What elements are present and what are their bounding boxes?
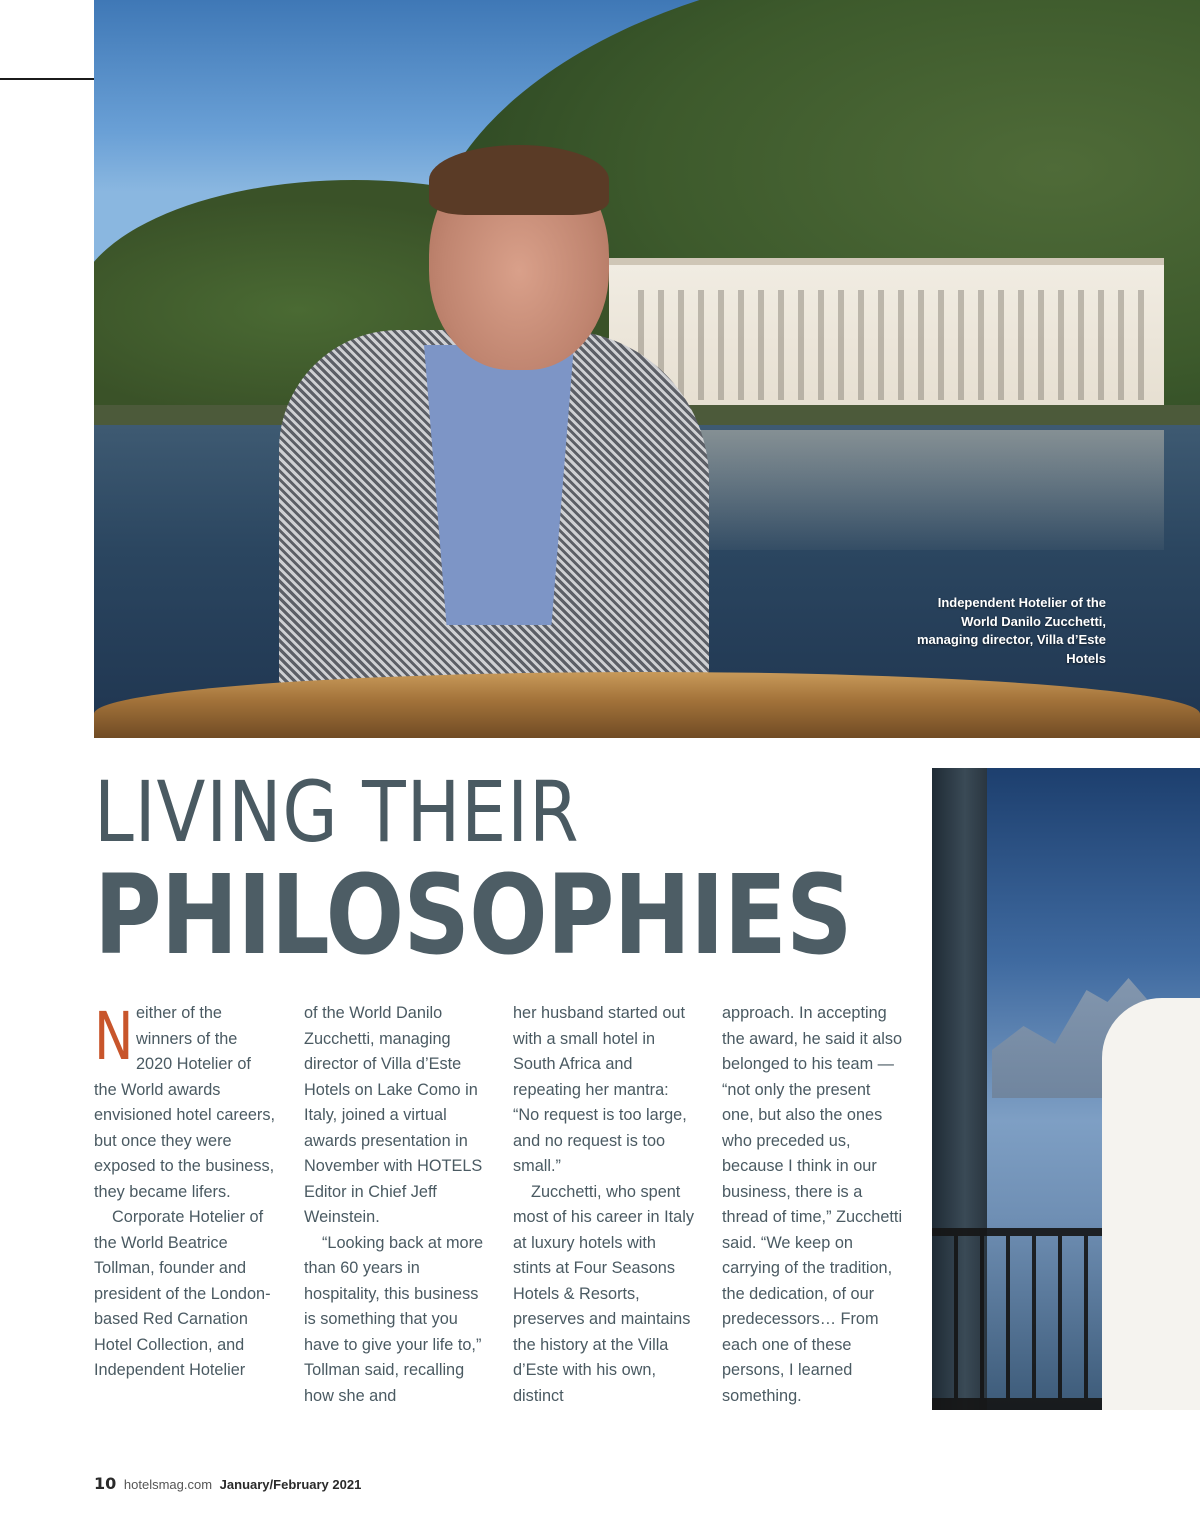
drop-cap: N bbox=[94, 998, 134, 1075]
headline-line-1: LIVING THEIR bbox=[94, 763, 580, 861]
white-figure bbox=[1102, 998, 1200, 1410]
person-shirt bbox=[424, 345, 574, 625]
side-photo bbox=[932, 768, 1200, 1410]
page-number: 10 bbox=[94, 1474, 117, 1493]
photo-caption: Independent Hotelier of the World Danilo Zucchetti, managing director, Villa d’Este Hotels bbox=[916, 595, 1106, 666]
article-column-2 bbox=[304, 1001, 486, 1409]
article-paragraph bbox=[94, 998, 276, 1205]
article-column-3 bbox=[513, 1001, 695, 1409]
hotel-windows bbox=[624, 290, 1149, 400]
paragraph-text: either of the winners of the 2020 Hotelier of the World awards envisioned hotel careers, but once they were exposed to the business, they became lifers. bbox=[94, 1004, 276, 1201]
site-name: hotelsmag.com bbox=[123, 1477, 213, 1492]
person-hair bbox=[429, 145, 609, 215]
article-column-4 bbox=[722, 1001, 904, 1409]
article-paragraph: Corporate Hotelier of the World Beatrice Tollman, founder and president of the London-based Red Carnation Hotel Collection, and Independent Hotelier bbox=[94, 1208, 271, 1379]
article-paragraph: her husband started out with a small hotel in South Africa and repeating her mantra: “No request is too large, and no request is too small.” bbox=[513, 1004, 687, 1175]
issue-date: January/February 2021 bbox=[219, 1477, 362, 1492]
article-paragraph: approach. In accepting the award, he said it also belonged to his team — “not only the present one, but also the ones who preceded us, because I think in our business, there is a thread of time,” Zucchetti said. “We keep on carrying of the tradition, the dedication, of our predecessors… From each one of these persons, I learned something. bbox=[722, 1004, 903, 1405]
article-paragraph: “Looking back at more than 60 years in hospitality, this business is something that you have to give your life to,” Tollman said, recalling how she and bbox=[304, 1233, 484, 1405]
article-column-1 bbox=[94, 998, 276, 1384]
page-footer bbox=[94, 1474, 361, 1493]
headline-line-2: PHILOSOPHIES bbox=[94, 851, 852, 979]
article-paragraph: of the World Danilo Zucchetti, managing director of Villa d’Este Hotels on Lake Como in Italy, joined a virtual awards presentation in November with HOTELS Editor in Chief Jeff Weinstein. bbox=[304, 1004, 483, 1226]
article-paragraph: Zucchetti, who spent most of his career in Italy at luxury hotels with stints at Four Seasons Hotels & Resorts, preserves and maintains the history at the Villa d’Este with his own, distinct bbox=[513, 1182, 694, 1405]
